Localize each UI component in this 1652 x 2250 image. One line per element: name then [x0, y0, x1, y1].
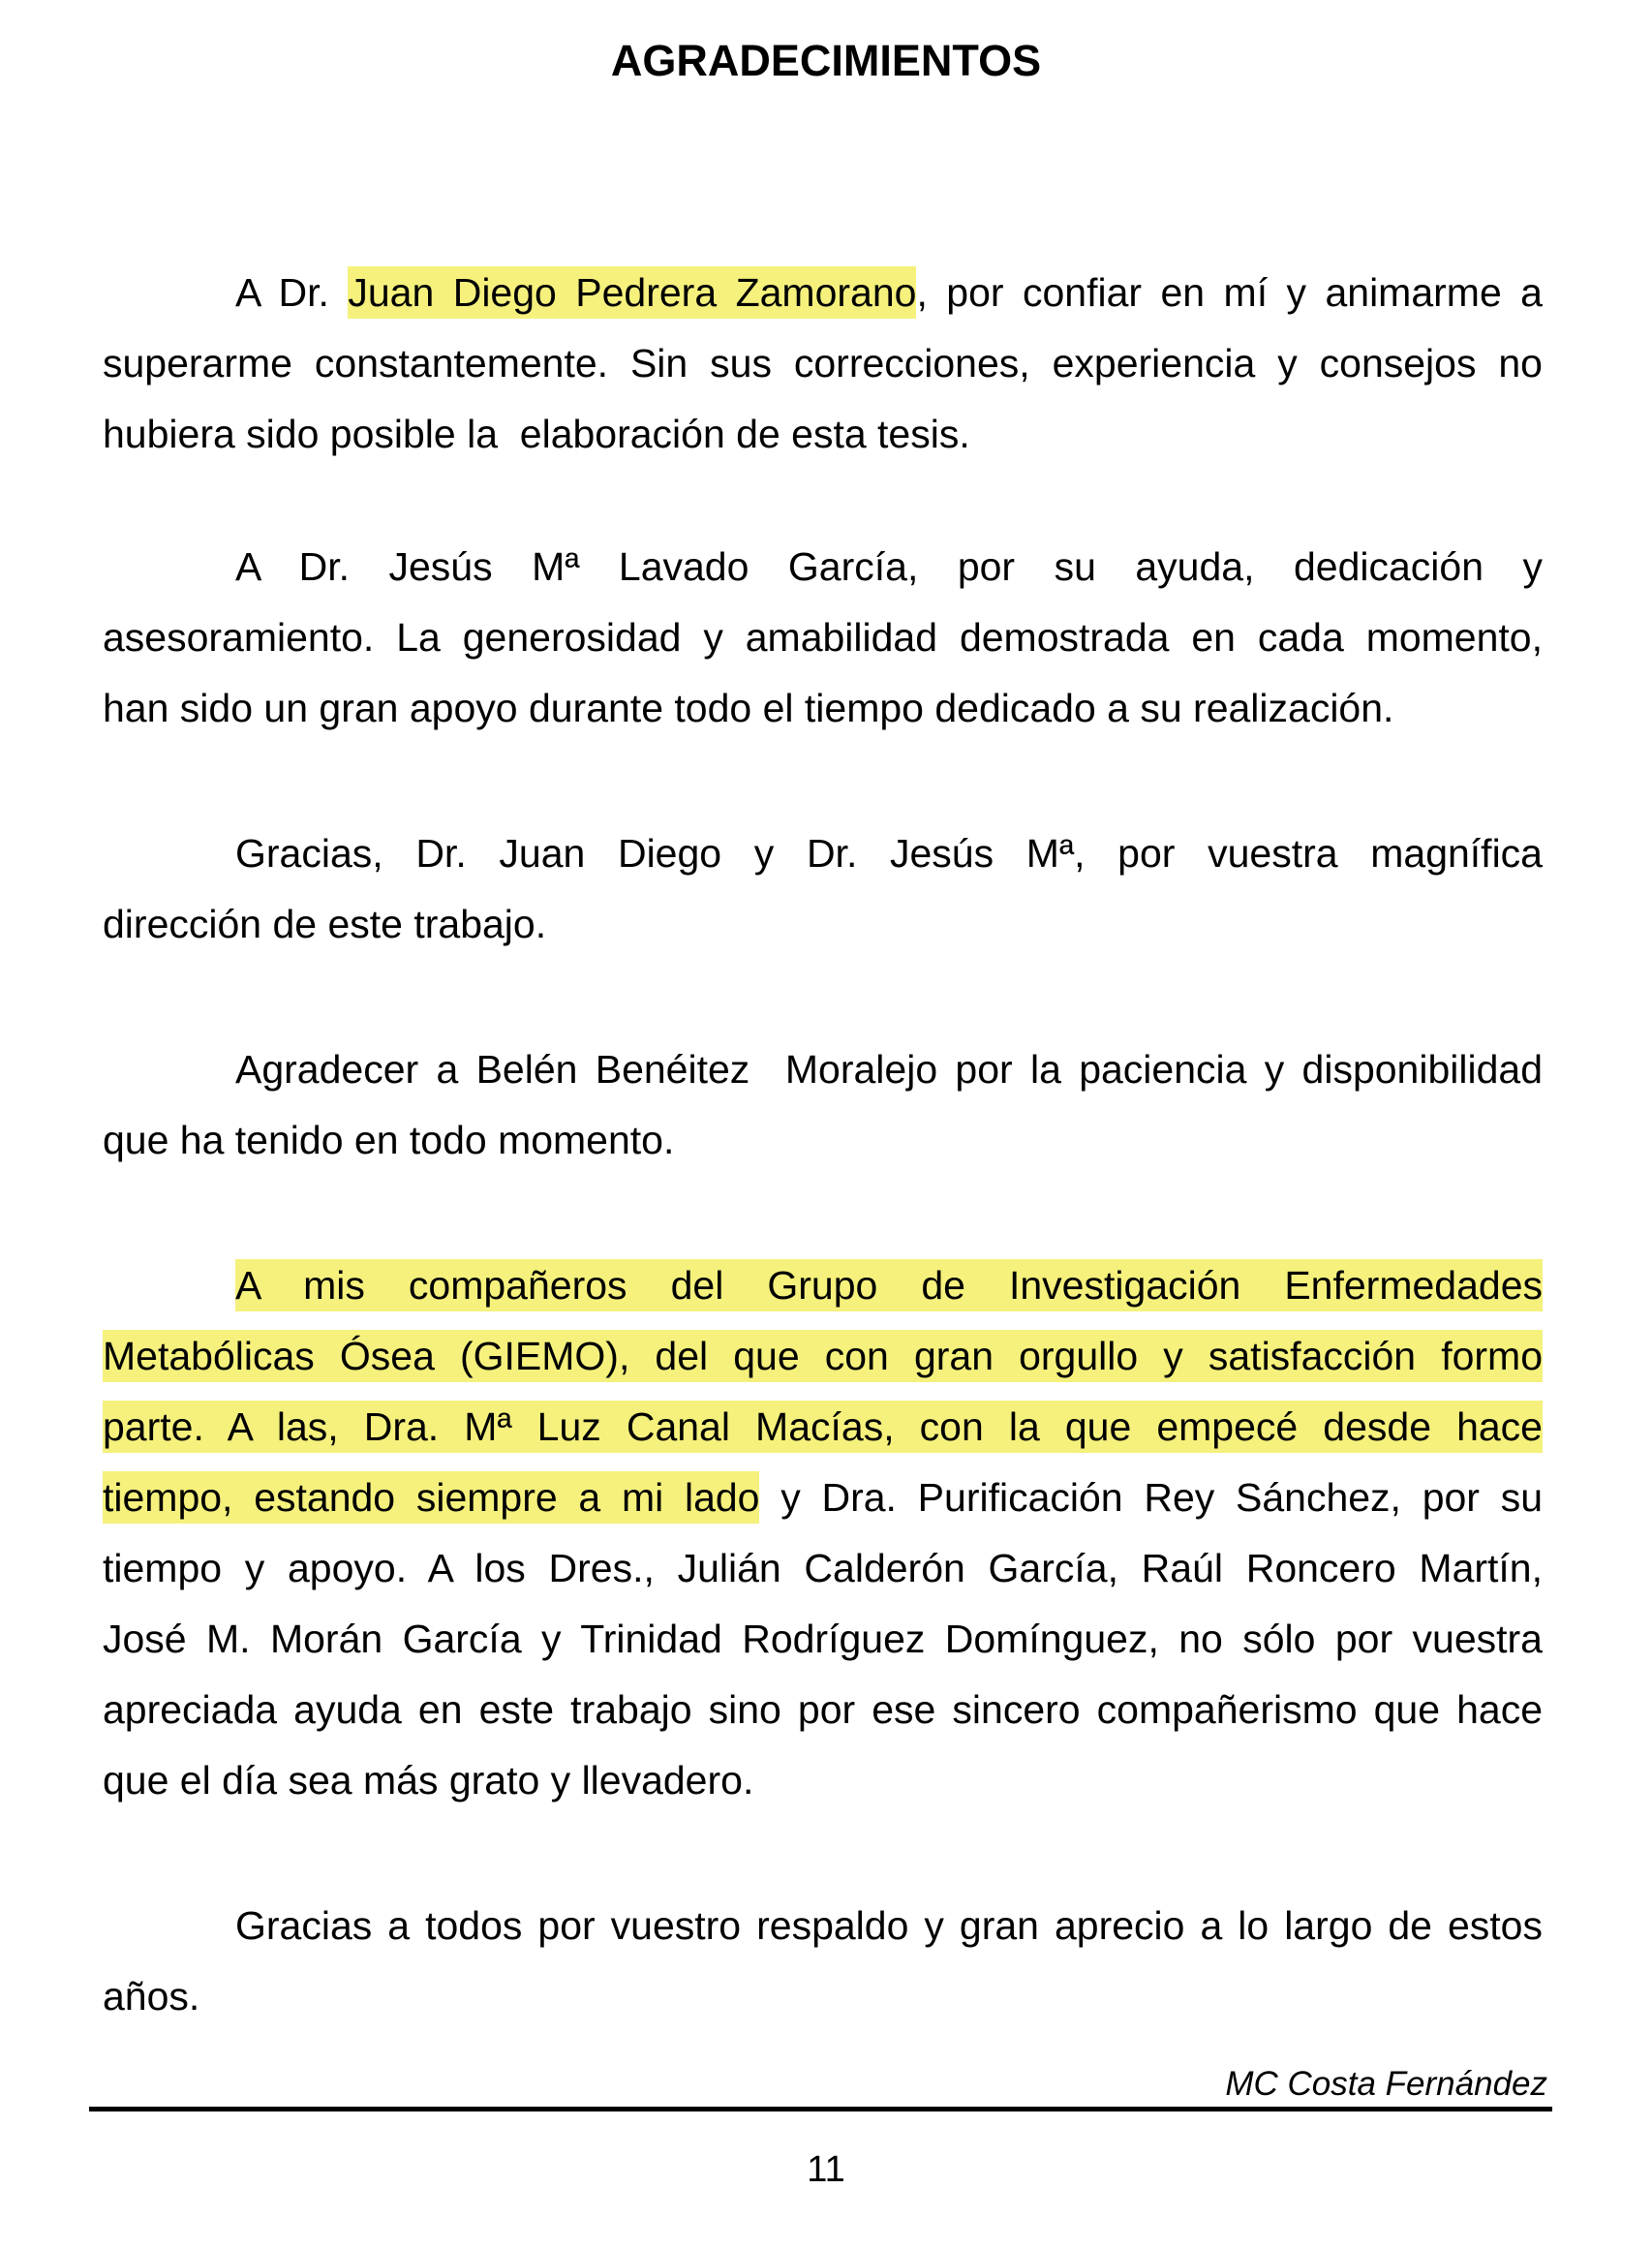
paragraph [103, 1034, 1543, 1176]
text-line [103, 1533, 1543, 1604]
text-line [103, 1961, 1543, 2032]
text-segment: años. [103, 1974, 200, 2019]
paragraph [103, 1891, 1543, 2032]
text-line [103, 673, 1543, 744]
text-segment: , por confiar en mí y animarme a [916, 270, 1543, 315]
text-segment: que el día sea más grato y llevadero. [103, 1758, 754, 1803]
text-line [103, 1250, 1543, 1321]
text-line [103, 1034, 1543, 1105]
paragraph [103, 1250, 1543, 1816]
page-number: 11 [807, 2149, 845, 2190]
text-line [103, 818, 1543, 889]
text-line [103, 532, 1543, 602]
text-segment: tiempo y apoyo. A los Dres., Julián Calderón García, Raúl Roncero Martín, [103, 1546, 1543, 1590]
footer-rule [89, 2107, 1552, 2111]
acknowledgments-body [103, 258, 1543, 2107]
paragraph [103, 818, 1543, 960]
highlighted-text: tiempo, estando siempre a mi lado [103, 1471, 759, 1524]
text-segment: asesoramiento. La generosidad y amabilidad demostrada en cada momento, [103, 615, 1543, 660]
author-signature: MC Costa Fernández [1225, 2065, 1547, 2103]
text-line [103, 399, 1543, 470]
text-segment: hubiera sido posible la elaboración de esta tesis. [103, 412, 970, 456]
text-segment: José M. Morán García y Trinidad Rodríguez Domínguez, no sólo por vuestra [103, 1617, 1543, 1661]
text-segment: dirección de este trabajo. [103, 902, 547, 946]
text-segment: Agradecer a Belén Benéitez Moralejo por la paciencia y disponibilidad [235, 1047, 1543, 1092]
text-segment: A Dr. Jesús Mª Lavado García, por su ayuda, dedicación y [235, 544, 1543, 589]
text-line [103, 1675, 1543, 1745]
paragraph [103, 258, 1543, 470]
text-line [103, 1321, 1543, 1392]
text-segment: A Dr. [235, 270, 349, 315]
text-line [103, 1604, 1543, 1675]
text-line [103, 1105, 1543, 1176]
text-segment: han sido un gran apoyo durante todo el tiempo dedicado a su realización. [103, 686, 1394, 730]
text-line [103, 602, 1543, 673]
paragraph [103, 532, 1543, 744]
page-title: AGRADECIMIENTOS [610, 36, 1042, 85]
text-line [103, 1392, 1543, 1463]
text-segment: Gracias a todos por vuestro respaldo y gran aprecio a lo largo de estos [235, 1903, 1543, 1948]
text-segment: superarme constantemente. Sin sus correcciones, experiencia y consejos no [103, 341, 1543, 385]
text-segment: Gracias, Dr. Juan Diego y Dr. Jesús Mª, por vuestra magnífica [235, 831, 1543, 876]
text-line [103, 1745, 1543, 1816]
text-line [103, 258, 1543, 328]
text-line [103, 328, 1543, 399]
highlighted-text: Metabólicas Ósea (GIEMO), del que con gran orgullo y satisfacción formo [103, 1330, 1543, 1382]
text-segment: apreciada ayuda en este trabajo sino por ese sincero compañerismo que hace [103, 1687, 1543, 1732]
text-segment: y Dra. Purificación Rey Sánchez, por su [759, 1475, 1543, 1520]
text-line [103, 889, 1543, 960]
highlighted-text: parte. A las, Dra. Mª Luz Canal Macías, con la que empecé desde hace [103, 1401, 1543, 1453]
text-line [103, 1891, 1543, 1961]
text-segment: que ha tenido en todo momento. [103, 1118, 675, 1162]
text-line [103, 1463, 1543, 1533]
highlighted-text: A mis compañeros del Grupo de Investigación Enfermedades [235, 1259, 1543, 1311]
highlighted-text: Juan Diego Pedrera Zamorano [348, 266, 916, 319]
